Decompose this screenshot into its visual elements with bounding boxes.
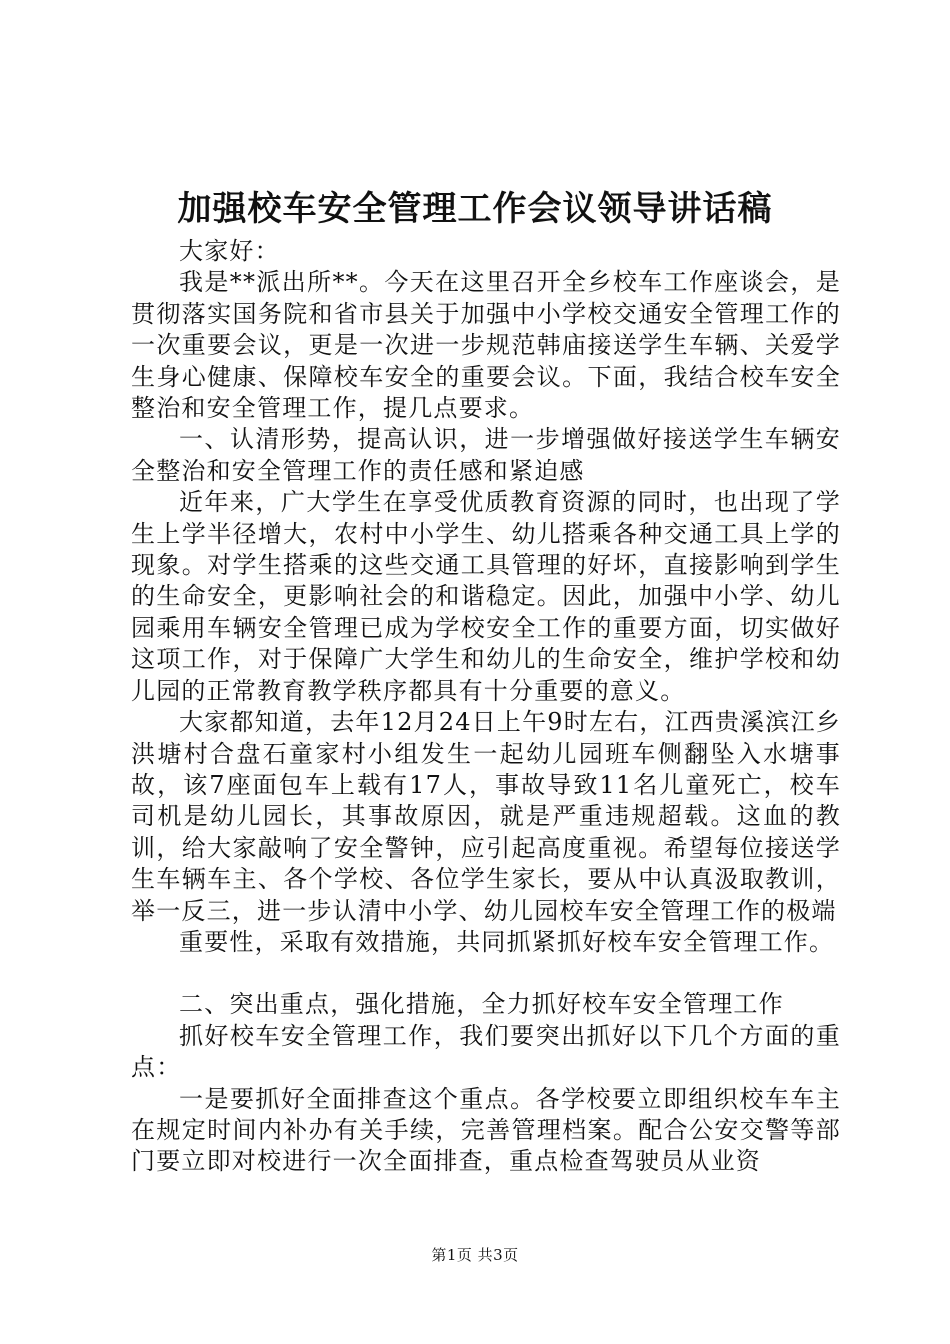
paragraph-focus: 抓好校车安全管理工作，我们要突出抓好以下几个方面的重点： [131,1021,841,1082]
page-footer: 第1页 共3页 [431,1246,519,1264]
paragraph-importance: 重要性，采取有效措施，共同抓紧抓好校车安全管理工作。 [179,927,835,956]
section-heading-1: 一、认清形势，提高认识，进一步增强做好接送学生车辆安全整治和安全管理工作的责任感和紧迫感 [131,425,841,485]
document-body [131,236,841,1178]
document-title: 加强校车安全管理工作会议领导讲话稿 [177,189,773,229]
paragraph-background: 近年来，广大学生在享受优质教育资源的同时，也出现了学生上学半径增大，农村中小学生、幼儿搭乘各种交通工具上学的现象。对学生搭乘的这些交通工具管理的好坏，直接影响到学生的生命安全，更影响社会的和谐稳定。因此，加强中小学、幼儿园乘用车辆安全管理已成为学校安全工作的重要方面，切实做好这项工作，对于保障广大学生和幼儿的生命安全，维护学校和幼儿园的正常教育教学秩序都具有十分重要的意义。 [131,488,841,705]
paragraph-greeting: 大家好： [179,237,280,265]
paragraph-accident: 大家都知道，去年12月24日上午9时左右，江西贵溪滨江乡洪塘村合盘石童家村小组发生一起幼儿园班车侧翻坠入水塘事故，该7座面包车上载有17人，事故导致11名儿童死亡，校车司机是幼儿园长，其事故原因，就是严重违规超载。这血的教训，给大家敲响了安全警钟，应引起高度重视。希望每位接送学生车辆车主、各个学校、各位学生家长，要从中认真汲取教训，举一反三，进一步认清中小学、幼儿园校车安全管理工作的极端 [131,708,841,925]
section-heading-2: 二、突出重点，强化措施，全力抓好校车安全管理工作 [179,990,784,1019]
paragraph-intro: 我是**派出所**。今天在这里召开全乡校车工作座谈会，是贯彻落实国务院和省市县关于加强中小学校交通安全管理工作的一次重要会议，更是一次进一步规范韩庙接送学生车辆、关爱学生身心健康、保障校车安全的重要会议。下面，我结合校车安全整治和安全管理工作，提几点要求。 [131,268,841,423]
paragraph-point-1: 一是要抓好全面排查这个重点。各学校要立即组织校车车主在规定时间内补办有关手续，完善管理档案。配合公安交警等部门要立即对校进行一次全面排查，重点检查驾驶员从业资 [131,1084,841,1176]
